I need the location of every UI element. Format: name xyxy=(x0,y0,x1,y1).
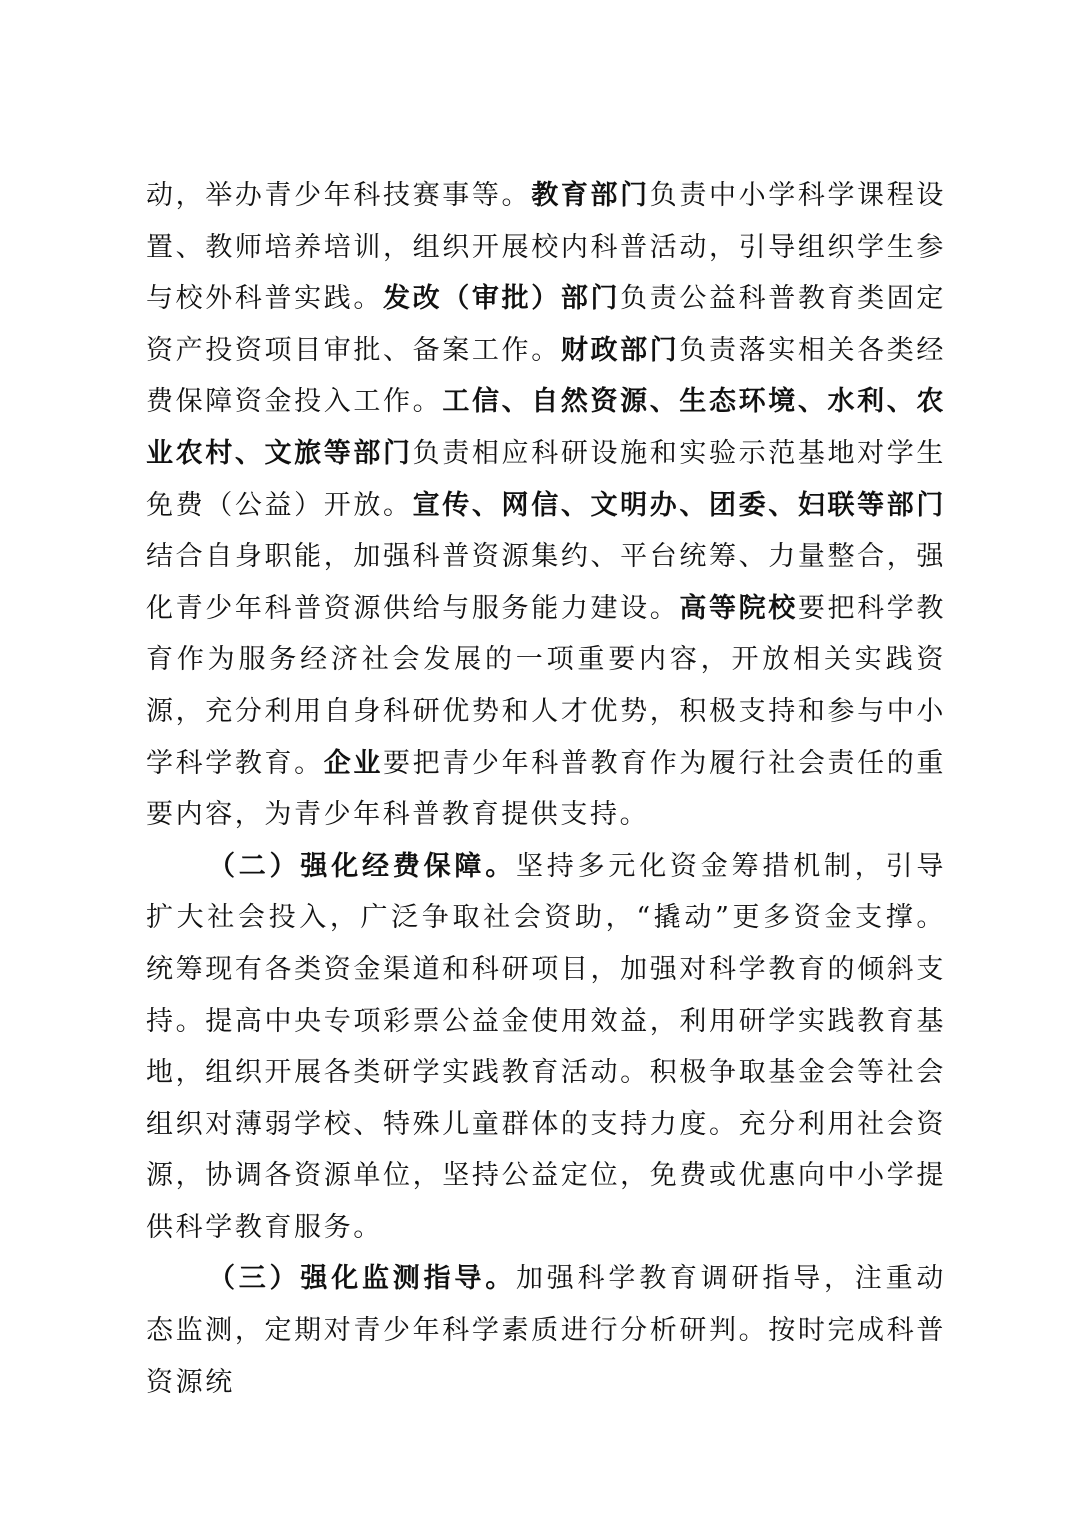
bold-term-enterprises: 企业 xyxy=(323,747,384,779)
bold-term-industry-departments: 工信、自然资源、生态环境、水利、农业农村、文旅等部门 xyxy=(146,386,947,469)
bold-term-universities: 高等院校 xyxy=(679,592,798,624)
paragraph-segment: 负责落实相关各类经费保障资金投入工作。 xyxy=(146,334,946,418)
section-body-funding: 坚持多元化资金筹措机制，引导扩大社会投入，广泛争取社会资助，“撬动”更多资金支撑。统筹现有各类资金渠道和科研项目，加强对科学教育的倾斜支持。提高中央专项彩票公益金使用效益，利用研学实践教育基地，组织开展各类研学实践教育活动。积极争取基金会等社会组织对薄弱学校、特殊儿童群体的支持力度。充分利用社会资源，协调各资源单位，坚持公益定位，免费或优惠向中小学提供科学教育服务。 xyxy=(146,850,946,1243)
section-heading-monitoring: （三）强化监测指导。 xyxy=(208,1263,516,1295)
section-body-monitoring: 加强科学教育调研指导，注重动态监测，定期对青少年科学素质进行分析研判。按时完成科普资源统 xyxy=(146,1263,946,1398)
bold-term-development-reform: 发改（审批）部门 xyxy=(383,283,621,315)
bold-term-finance-department: 财政部门 xyxy=(560,334,680,366)
paragraph-segment: 结合自身职能，加强科普资源集约、平台统筹、力量整合，强化青少年科普资源供给与服务能力建设。 xyxy=(146,541,946,624)
paragraph-segment: 要把科学教育作为服务经济社会发展的一项重要内容，开放相关实践资源，充分利用自身科研优势和人才优势，积极支持和参与中小学科学教育。 xyxy=(146,592,946,779)
paragraph-segment: 负责中小学科学课程设置、教师培养培训，组织开展校内科普活动，引导组织学生参与校外科普实践。 xyxy=(146,180,947,315)
paragraph-segment: 要把青少年科普教育作为履行社会责任的重要内容，为青少年科普教育提供支持。 xyxy=(146,747,946,831)
section-heading-funding: （二）强化经费保障。 xyxy=(208,850,516,882)
paragraph-responsibilities xyxy=(146,170,946,841)
paragraph-monitoring xyxy=(146,1253,946,1408)
bold-term-publicity-departments: 宣传、网信、文明办、团委、妇联等部门 xyxy=(412,489,946,521)
document-body xyxy=(146,170,946,1408)
bold-term-education-department: 教育部门 xyxy=(531,180,650,211)
paragraph-segment: 负责相应科研设施和实验示范基地对学生免费（公益）开放。 xyxy=(146,437,946,521)
paragraph-segment: 负责公益科普教育类固定资产投资项目审批、备案工作。 xyxy=(146,283,946,366)
paragraph-funding xyxy=(146,841,946,1254)
paragraph-segment: 动，举办青少年科技赛事等。 xyxy=(146,180,532,211)
